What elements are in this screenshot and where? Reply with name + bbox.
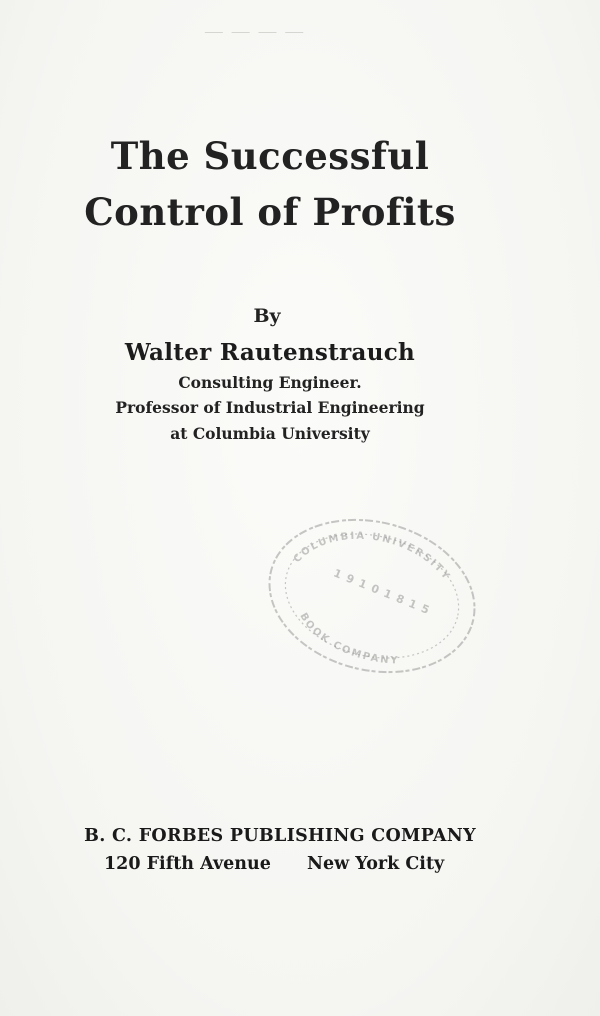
- byline: By: [253, 305, 281, 327]
- author-name: Walter Rautenstrauch: [124, 339, 416, 366]
- faint-pencil-mark: — — — —: [205, 20, 306, 42]
- publisher-city: New York City: [307, 854, 445, 874]
- author-credential-1: Consulting Engineer.: [178, 373, 362, 392]
- author-credential-3: at Columbia University: [170, 424, 370, 443]
- stamp-text-bottom: BOOK COMPANY: [297, 611, 400, 667]
- publisher-name: B. C. FORBES PUBLISHING COMPANY: [84, 826, 476, 846]
- stamp-date: 1 9 1 0 1 8 1 5: [331, 566, 432, 618]
- publisher-street: 120 Fifth Avenue: [104, 854, 271, 874]
- book-title-line-1: The Successful: [110, 134, 430, 178]
- author-credential-2: Professor of Industrial Engineering: [115, 398, 425, 417]
- book-title-line-2: Control of Profits: [84, 190, 456, 234]
- stamp-text-top: COLUMBIA UNIVERSITY: [291, 530, 453, 583]
- svg-text:BOOK COMPANY: [291, 609, 407, 670]
- library-stamp: [262, 512, 484, 680]
